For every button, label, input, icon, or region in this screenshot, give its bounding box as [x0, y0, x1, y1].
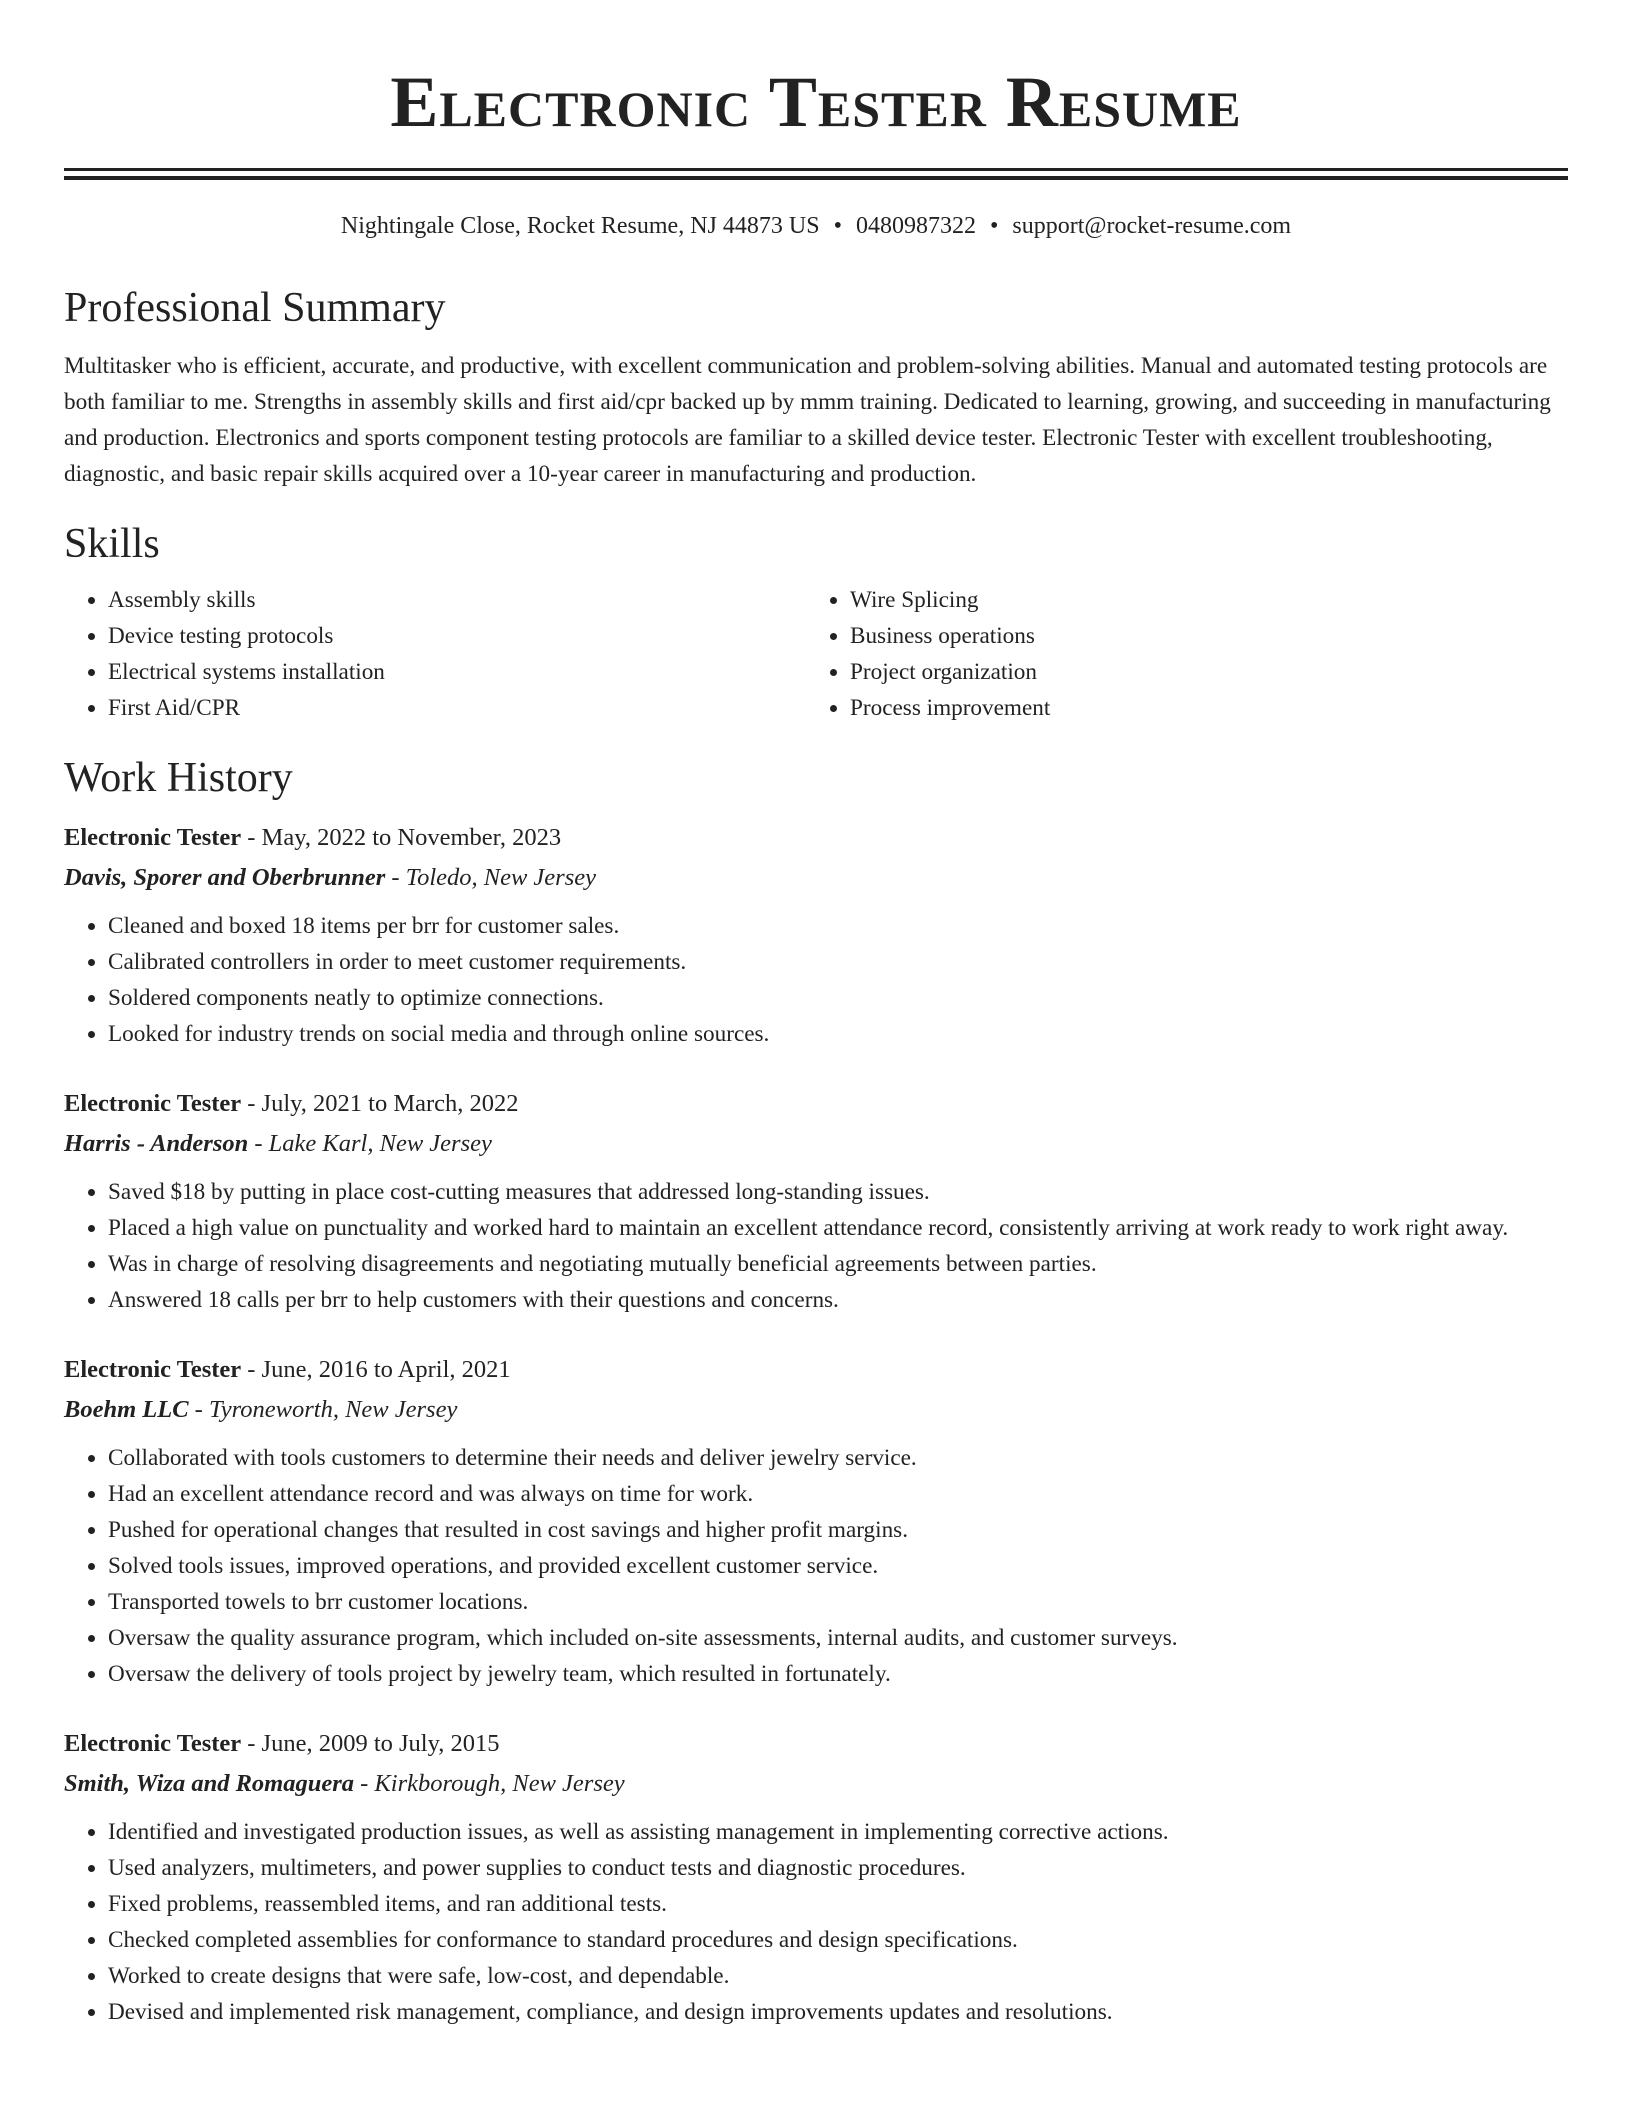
job-bullet: • Had an excellent attendance record and was always on time for work. — [108, 1476, 1568, 1512]
skills-heading: Skills — [64, 521, 160, 567]
job-bullet: • Checked completed assemblies for conformance to standard procedures and design specifications. — [108, 1922, 1568, 1958]
job-title: Electronic Tester — [64, 824, 242, 851]
company-location: - Tyroneworth, New Jersey — [188, 1396, 458, 1423]
job-bullets — [64, 908, 1568, 1052]
skills-list — [64, 582, 1568, 726]
company-line — [64, 858, 1568, 898]
job-dates: - June, 2016 to April, 2021 — [241, 1356, 511, 1383]
job-title: Electronic Tester — [64, 1356, 242, 1383]
job-title: Electronic Tester — [64, 1730, 242, 1757]
company-line — [64, 1390, 1568, 1430]
job-title-line — [64, 818, 1568, 858]
job-entry — [64, 1084, 1568, 1318]
job-bullet: • Answered 18 calls per brr to help customers with their questions and concerns. — [108, 1282, 1568, 1318]
company-name: Smith, Wiza and Romaguera — [64, 1770, 355, 1797]
title-divider — [64, 168, 1568, 180]
job-title-line — [64, 1084, 1568, 1124]
job-bullet: • Devised and implemented risk management, compliance, and design improvements updates and resolutions. — [108, 1994, 1568, 2030]
company-line — [64, 1124, 1568, 1164]
job-bullet: • Looked for industry trends on social media and through online sources. — [108, 1016, 1568, 1052]
contact-address: Nightingale Close, Rocket Resume, NJ 44873 US — [340, 213, 820, 239]
job-bullet: • Pushed for operational changes that resulted in cost savings and higher profit margins. — [108, 1512, 1568, 1548]
skill-item: • Project organization — [850, 654, 1566, 690]
contact-email: support@rocket-resume.com — [1012, 213, 1292, 239]
job-bullet: • Collaborated with tools customers to determine their needs and deliver jewelry service. — [108, 1440, 1568, 1476]
company-location: - Kirkborough, New Jersey — [354, 1770, 625, 1797]
company-name: Harris - Anderson — [64, 1130, 249, 1157]
company-name: Boehm LLC — [64, 1396, 189, 1423]
contact-line — [64, 210, 1568, 242]
job-dates: - July, 2021 to March, 2022 — [241, 1090, 519, 1117]
job-bullet: • Was in charge of resolving disagreements and negotiating mutually beneficial agreements between parties. — [108, 1246, 1568, 1282]
job-dates: - June, 2009 to July, 2015 — [241, 1730, 500, 1757]
skill-item: • Device testing protocols — [108, 618, 806, 654]
job-bullet: • Cleaned and boxed 18 items per brr for customer sales. — [108, 908, 1568, 944]
skill-item: • Assembly skills — [108, 582, 806, 618]
job-bullet: • Placed a high value on punctuality and worked hard to maintain an excellent attendance record, consistently arriving at work ready to work right away. — [108, 1210, 1568, 1246]
job-bullet: • Transported towels to brr customer locations. — [108, 1584, 1568, 1620]
company-name: Davis, Sporer and Oberbrunner — [64, 864, 386, 891]
job-bullet: • Identified and investigated production issues, as well as assisting management in implementing corrective actions. — [108, 1814, 1568, 1850]
job-entry — [64, 818, 1568, 1052]
skill-item: • First Aid/CPR — [108, 690, 806, 726]
job-bullets — [64, 1174, 1568, 1318]
job-bullet: • Fixed problems, reassembled items, and ran additional tests. — [108, 1886, 1568, 1922]
job-bullet: • Used analyzers, multimeters, and power supplies to conduct tests and diagnostic procedures. — [108, 1850, 1568, 1886]
summary-text: Multitasker who is efficient, accurate, and productive, with excellent communication and problem-solving abilities. Manual and automated testing protocols are both familiar to me. Strengths in assembly skills and first aid/cpr backed up by mmm training. Dedicated to learning, growing, and succeeding in manufacturing and production. Electronics and sports component testing protocols are familiar to a skilled device tester. Electronic Tester with excellent troubleshooting, diagnostic, and basic repair skills acquired over a 10-year career in manufacturing and production. — [64, 353, 1551, 487]
work-history-heading: Work History — [64, 755, 293, 801]
job-bullet: • Oversaw the delivery of tools project by jewelry team, which resulted in fortunately. — [108, 1656, 1568, 1692]
contact-phone: 0480987322 — [855, 213, 976, 239]
resume-title: Electronic Tester Resume — [390, 62, 1242, 142]
job-dates: - May, 2022 to November, 2023 — [241, 824, 562, 851]
skill-item: • Process improvement — [850, 690, 1566, 726]
job-title: Electronic Tester — [64, 1090, 242, 1117]
job-bullets — [64, 1440, 1568, 1692]
job-bullet: • Saved $18 by putting in place cost-cutting measures that addressed long-standing issues. — [108, 1174, 1568, 1210]
job-bullets — [64, 1814, 1568, 2030]
company-line — [64, 1764, 1568, 1804]
summary-heading: Professional Summary — [64, 285, 446, 331]
skill-item: • Business operations — [850, 618, 1566, 654]
job-bullet: • Calibrated controllers in order to meet customer requirements. — [108, 944, 1568, 980]
job-bullet: • Soldered components neatly to optimize connections. — [108, 980, 1568, 1016]
skill-item: • Electrical systems installation — [108, 654, 806, 690]
job-title-line — [64, 1350, 1568, 1390]
skill-item: • Wire Splicing — [850, 582, 1566, 618]
job-bullet: • Oversaw the quality assurance program, which included on-site assessments, internal audits, and customer surveys. — [108, 1620, 1568, 1656]
job-title-line — [64, 1724, 1568, 1764]
contact-separator: • — [833, 213, 842, 239]
job-entry — [64, 1350, 1568, 1692]
job-entry — [64, 1724, 1568, 2030]
skills-column-left — [64, 582, 806, 726]
company-location: - Lake Karl, New Jersey — [248, 1130, 492, 1157]
job-bullet: • Solved tools issues, improved operations, and provided excellent customer service. — [108, 1548, 1568, 1584]
job-bullet: • Worked to create designs that were safe, low-cost, and dependable. — [108, 1958, 1568, 1994]
company-location: - Toledo, New Jersey — [385, 864, 596, 891]
skills-column-right — [806, 582, 1566, 726]
contact-separator: • — [989, 213, 999, 239]
